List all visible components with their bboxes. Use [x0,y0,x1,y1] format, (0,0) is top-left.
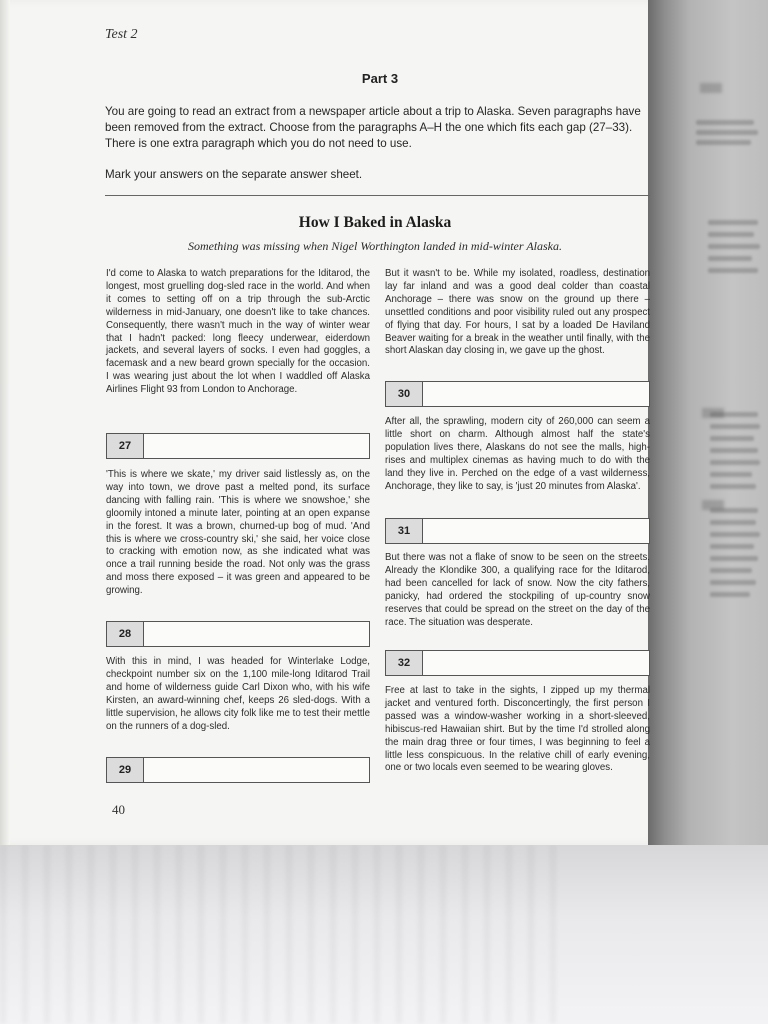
ghost-line [710,436,754,441]
gap-box-32[interactable] [385,650,650,676]
gap-box-28[interactable] [106,621,370,647]
article-title: How I Baked in Alaska [298,214,452,231]
ghost-line [710,532,760,537]
test-label: Test 2 [105,27,138,42]
part-title: Part 3 [361,71,399,86]
gap-number: 30 [386,382,423,406]
gap-number: 32 [386,651,423,675]
left-paragraph-3: With this in mind, I was headed for Winterlake Lodge, checkpoint number six on the 1,100 mile-long Iditarod Trail and home of wilderness guide Carl Dixon who, with his wife Kirsten, an award-winning chef, keeps 26 sled-dogs. With a little supervision, he allows city folk like me to test their mettle on the runners of a dog-sled. [106,656,370,732]
mark-answers-text: Mark your answers on the separate answer sheet. [105,168,363,181]
ghost-line [696,120,754,125]
page-number: 40 [112,802,125,817]
ghost-line [710,460,760,465]
ghost-line [708,244,760,249]
gap-answer-area[interactable] [144,758,369,782]
ghost-line [708,232,754,237]
gap-answer-area[interactable] [423,382,649,406]
ghost-line [708,220,758,225]
ghost-line [710,520,756,525]
ghost-line [696,130,758,135]
gap-box-27[interactable] [106,433,370,459]
ghost-line [696,140,751,145]
right-paragraph-2: After all, the sprawling, modern city of 260,000 can seem a little short on charm. Although almost half the state's population lives there, Alaskans do not see the malls, high-rises and multiplex cinemas as having much to do with the land they live in. Perched on the edge of a vast wilderness, Anchorage, they like to say, is 'just 20 minutes from Alaska'. [385,416,650,492]
ghost-line [710,592,750,597]
adjacent-page-fold [648,0,768,845]
ghost-line [710,544,754,549]
gap-number: 29 [107,758,144,782]
ghost-line [710,472,752,477]
gap-number: 27 [107,434,144,458]
gap-answer-area[interactable] [144,622,369,646]
page-gutter [0,0,10,845]
ghost-line [710,412,758,417]
ghost-line [710,556,758,561]
gap-answer-area[interactable] [144,434,369,458]
gap-box-30[interactable] [385,381,650,407]
gap-number: 31 [386,519,423,543]
left-paragraph-1: I'd come to Alaska to watch preparations for the Iditarod, the longest, most gruelling dog-sled race in the world. And when it comes to setting off on a trip through the sub-Arctic wilderness in mid-January, one doesn't like to take chances. Consequently, there wasn't much in the way of winter wear that I hadn't packed: long fleecy underwear, eiderdown jackets, and several layers of socks. I even had goggles, a facemask and a new beard grown specially for the occasion. I was wearing just about the lot when I waddled off Alaska Airlines Flight 93 from London to Anchorage. [106,268,370,396]
ghost-line [710,580,756,585]
left-paragraph-2: 'This is where we skate,' my driver said listlessly as, on the way into town, we drove past a melted pond, its surface dancing with falling rain. 'This is where we snowshoe,' she gloomily intoned a minute later, pointing at an open expanse in the forest. It was a brown, churned-up bog of mud. 'And this is where we cross-country ski,' she said, her voice close to cracking with emotion now, as she indicated what was once a trail running beside the road. Not only was the grass and moss there exposed – it was green and appeared to be growing. [106,469,370,597]
ghost-line [708,268,758,273]
gap-box-29[interactable] [106,757,370,783]
instructions-text: You are going to read an extract from a newspaper article about a trip to Alaska. Seven paragraphs have been removed from the extract. Choose from the paragraphs A–H the one which fits each gap (27–33). There is one extra paragraph which you do not need to use. [105,105,641,150]
gap-box-31[interactable] [385,518,650,544]
ghost-line [710,448,758,453]
ghost-line [710,424,760,429]
ghost-line [710,508,758,513]
ghost-line [710,484,756,489]
ghost-line [708,256,752,261]
gap-number: 28 [107,622,144,646]
gap-answer-area[interactable] [423,651,649,675]
gap-answer-area[interactable] [423,519,649,543]
article-subtitle: Something was missing when Nigel Worthington landed in mid-winter Alaska. [187,239,562,253]
divider-rule [105,195,650,196]
bleed-through-texture [0,845,560,1024]
right-paragraph-4: Free at last to take in the sights, I zipped up my thermal jacket and ventured forth. Disconcertingly, the first person I passed was a window-washer working in a short-sleeved, hibiscus-red Hawaiian shirt. But by the time I'd strolled along the main drag three or four times, I was beginning to feel a little less conspicuous. In the relative chill of early evening, one or two locals even seemed to be wearing gloves. [385,685,650,774]
ghost-line [710,568,752,573]
right-paragraph-3: But there was not a flake of snow to be seen on the streets. Already the Klondike 300, a qualifying race for the Iditarod, had been cancelled for lack of snow. Now the city fathers, panicky, had ordered the stockpiling of up-country snow reserves that could be spread on the street on the day of the race. The situation was desperate. [385,552,650,628]
right-paragraph-1: But it wasn't to be. While my isolated, roadless, destination lay far inland and was a good deal colder than coastal Anchorage – there was snow on the ground up there – unsettled conditions and poor visibility ruled out any prospect of flying that day. For hours, I sat by a loaded De Haviland Beaver waiting for a break in the weather until finally, with the short Alaskan day closing in, we gave up the ghost. [385,268,650,357]
